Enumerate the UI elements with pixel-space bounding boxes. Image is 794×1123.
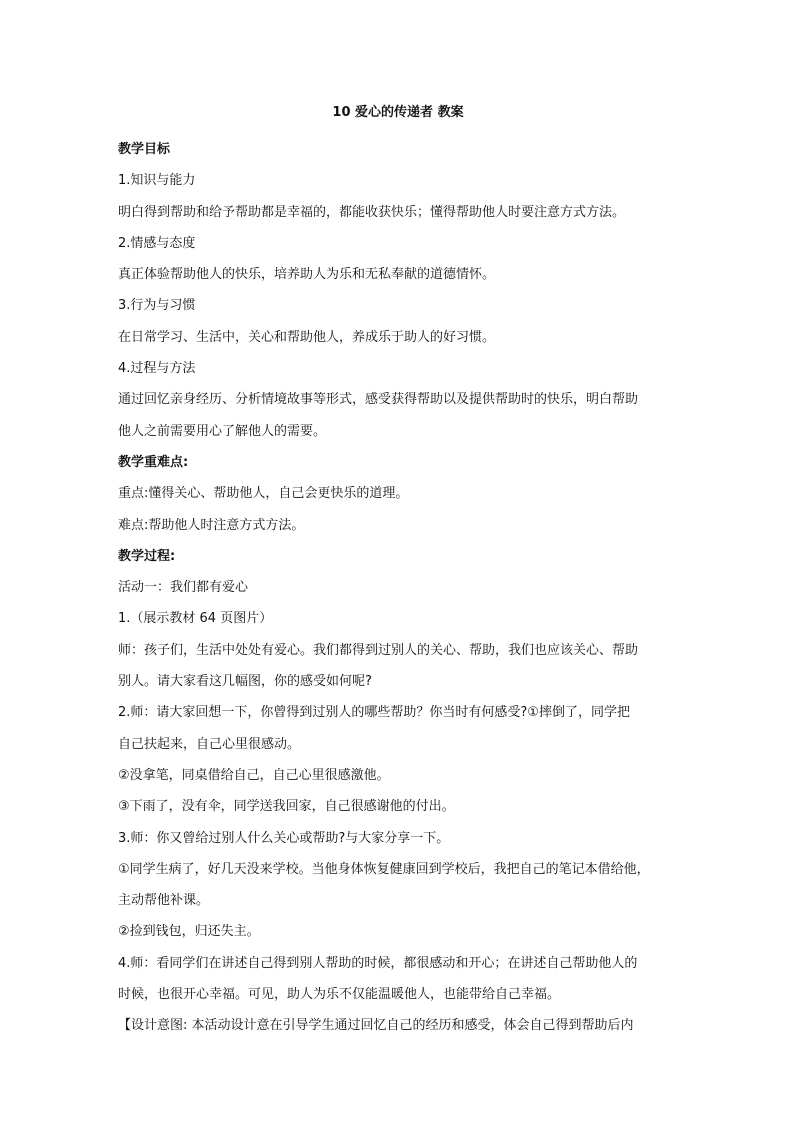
paragraph-line: 明白得到帮助和给予帮助都是幸福的，都能收获快乐；懂得帮助他人时要注意方式方法。 — [118, 204, 626, 220]
paragraph-line: 师：孩子们，生活中处处有爱心。我们都得到过别人的关心、帮助，我们也应该关心、帮助 — [118, 642, 639, 658]
paragraph-line: 在日常学习、生活中，关心和帮助他人，养成乐于助人的好习惯。 — [118, 329, 496, 345]
paragraph-line: ①同学生病了，好几天没来学校。当他身体恢复健康回到学校后，我把自己的笔记本借给他， — [118, 861, 650, 877]
paragraph-line: 真正体验帮助他人的快乐，培养助人为乐和无私奉献的道德情怀。 — [118, 267, 496, 283]
paragraph-line: 重点:懂得关心、帮助他人，自己会更快乐的道理。 — [118, 486, 409, 502]
paragraph-line: 2.师：请大家回想一下，你曾得到过别人的哪些帮助？你当时有何感受?①摔倒了，同学把 — [118, 705, 630, 721]
paragraph-line: ②没拿笔，同桌借给自己，自己心里很感激他。 — [118, 767, 390, 783]
section-heading: 教学过程: — [118, 548, 176, 564]
paragraph-line: 别人。请大家看这几幅图，你的感受如何呢? — [118, 674, 372, 690]
paragraph-line: 通过回忆亲身经历、分析情境故事等形式，感受获得帮助以及提供帮助时的快乐，明白帮助 — [118, 392, 639, 408]
paragraph-line: 4.师：看同学们在讲述自己得到别人帮助的时候，都很感动和开心；在讲述自己帮助他人的 — [118, 955, 638, 971]
paragraph-line: 3.行为与习惯 — [118, 298, 196, 314]
section-heading: 教学目标 — [118, 142, 171, 157]
paragraph-line: 自己扶起来，自己心里很感动。 — [118, 736, 301, 752]
paragraph-line: 4.过程与方法 — [118, 361, 196, 377]
section-heading: 教学重难点: — [118, 454, 189, 470]
paragraph-line: 3.师：你又曾给过别人什么关心或帮助?与大家分享一下。 — [118, 830, 450, 846]
document-title: 10 爱心的传递者 教案 — [332, 105, 464, 120]
paragraph-line: 时候，也很开心幸福。可见，助人为乐不仅能温暖他人，也能带给自己幸福。 — [118, 987, 561, 1003]
paragraph-line: 2.情感与态度 — [118, 235, 196, 251]
document-body — [118, 103, 678, 1042]
paragraph-line: 【设计意图: 本活动设计意在引导学生通过回忆自己的经历和感受，体会自己得到帮助后内 — [118, 1018, 634, 1034]
paragraph-line: ②捡到钱包，归还失主。 — [118, 924, 260, 940]
paragraph-line: 他人之前需要用心了解他人的需要。 — [118, 423, 327, 439]
paragraph-list — [118, 134, 678, 1042]
paragraph-line: ③下雨了，没有伞，同学送我回家，自己很感谢他的付出。 — [118, 799, 455, 815]
paragraph-line: 1.知识与能力 — [118, 173, 196, 189]
paragraph-line: 1.（展示教材 64 页图片） — [118, 611, 273, 627]
paragraph-line: 难点:帮助他人时注意方式方法。 — [118, 517, 305, 533]
paragraph-line: 活动一：我们都有爱心 — [118, 580, 249, 596]
paragraph-line: 主动帮他补课。 — [118, 893, 210, 909]
